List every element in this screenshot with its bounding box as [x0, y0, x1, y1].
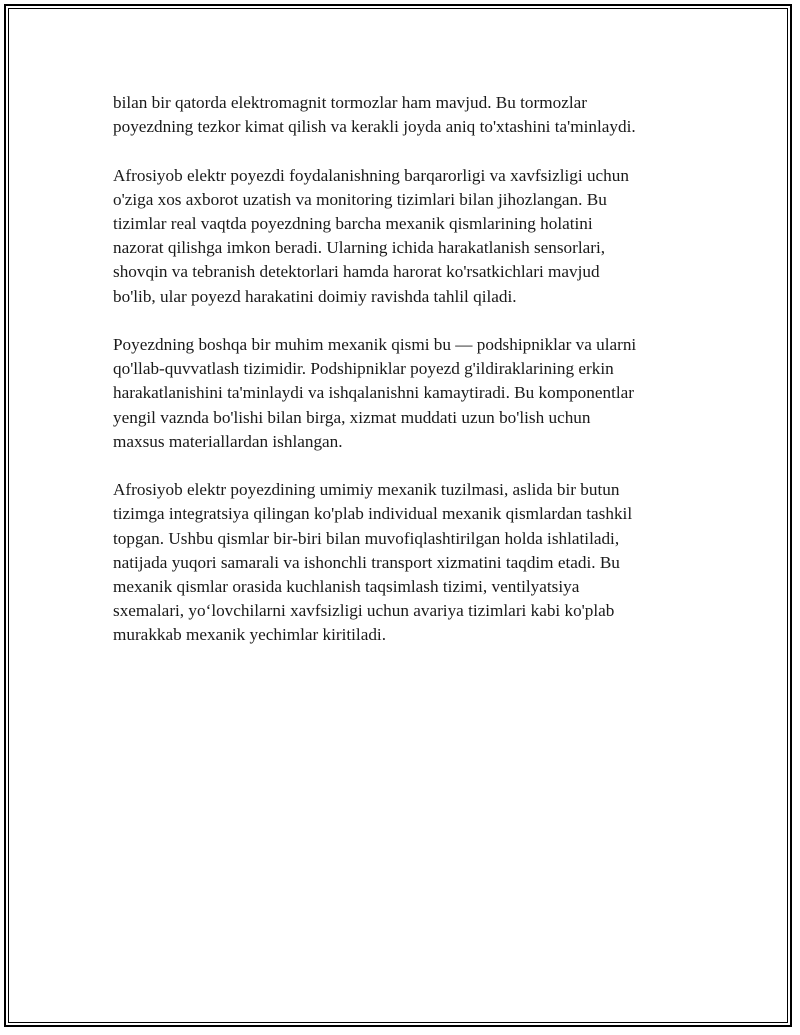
paragraph-2: Afrosiyob elektr poyezdi foydalanishning barqarorligi va xavfsizligi uchun o'ziga xos axborot uzatish va monitoring tizimlari bilan jihozlangan. Bu tizimlar real vaqtda poyezdning barcha mexanik qismlarining holatini nazorat qilishga imkon beradi. Ularning ichida harakatlanish sensorlari, shovqin va tebranish detektorlari hamda harorat ko'rsatkichlari mavjud bo'lib, ular poyezd harakatini doimiy ravishda tahlil qiladi.	[113, 165, 629, 306]
paragraph-4: Afrosiyob elektr poyezdining umimiy mexanik tuzilmasi, aslida bir butun tizimga integratsiya qilingan ko'plab individual mexanik qismlardan tashkil topgan. Ushbu qismlar bir-biri bilan muvofiqlashtirilgan holda ishlatiladi, natijada yuqori samarali va ishonchli transport xizmatini taqdim etadi. Bu mexanik qismlar orasida kuchlanish taqsimlash tizimi, ventilyatsiya sxemalari, yo‘lovchilarni xavfsizligi uchun avariya tizimlari kabi ko'plab murakkab mexanik yechimlar kiritiladi.	[113, 480, 633, 645]
paragraph-1: bilan bir qatorda elektromagnit tormozlar ham mavjud. Bu tormozlar poyezdning tezkor kimat qilish va kerakli joyda aniq to'xtashini ta'minlaydi.	[113, 93, 636, 137]
paragraph-3: Poyezdning boshqa bir muhim mexanik qismi bu — podshipniklar va ularni qo'llab-quvvatlash tizimidir. Podshipniklar poyezd g'ildiraklarining erkin harakatlanishini ta'minlaydi va ishqalanishni kamaytiradi. Bu komponentlar yengil vaznda bo'lishi bilan birga, xizmat muddati uzun bo'lish uchun maxsus materiallardan ishlangan.	[113, 335, 637, 451]
document-body	[113, 91, 693, 672]
